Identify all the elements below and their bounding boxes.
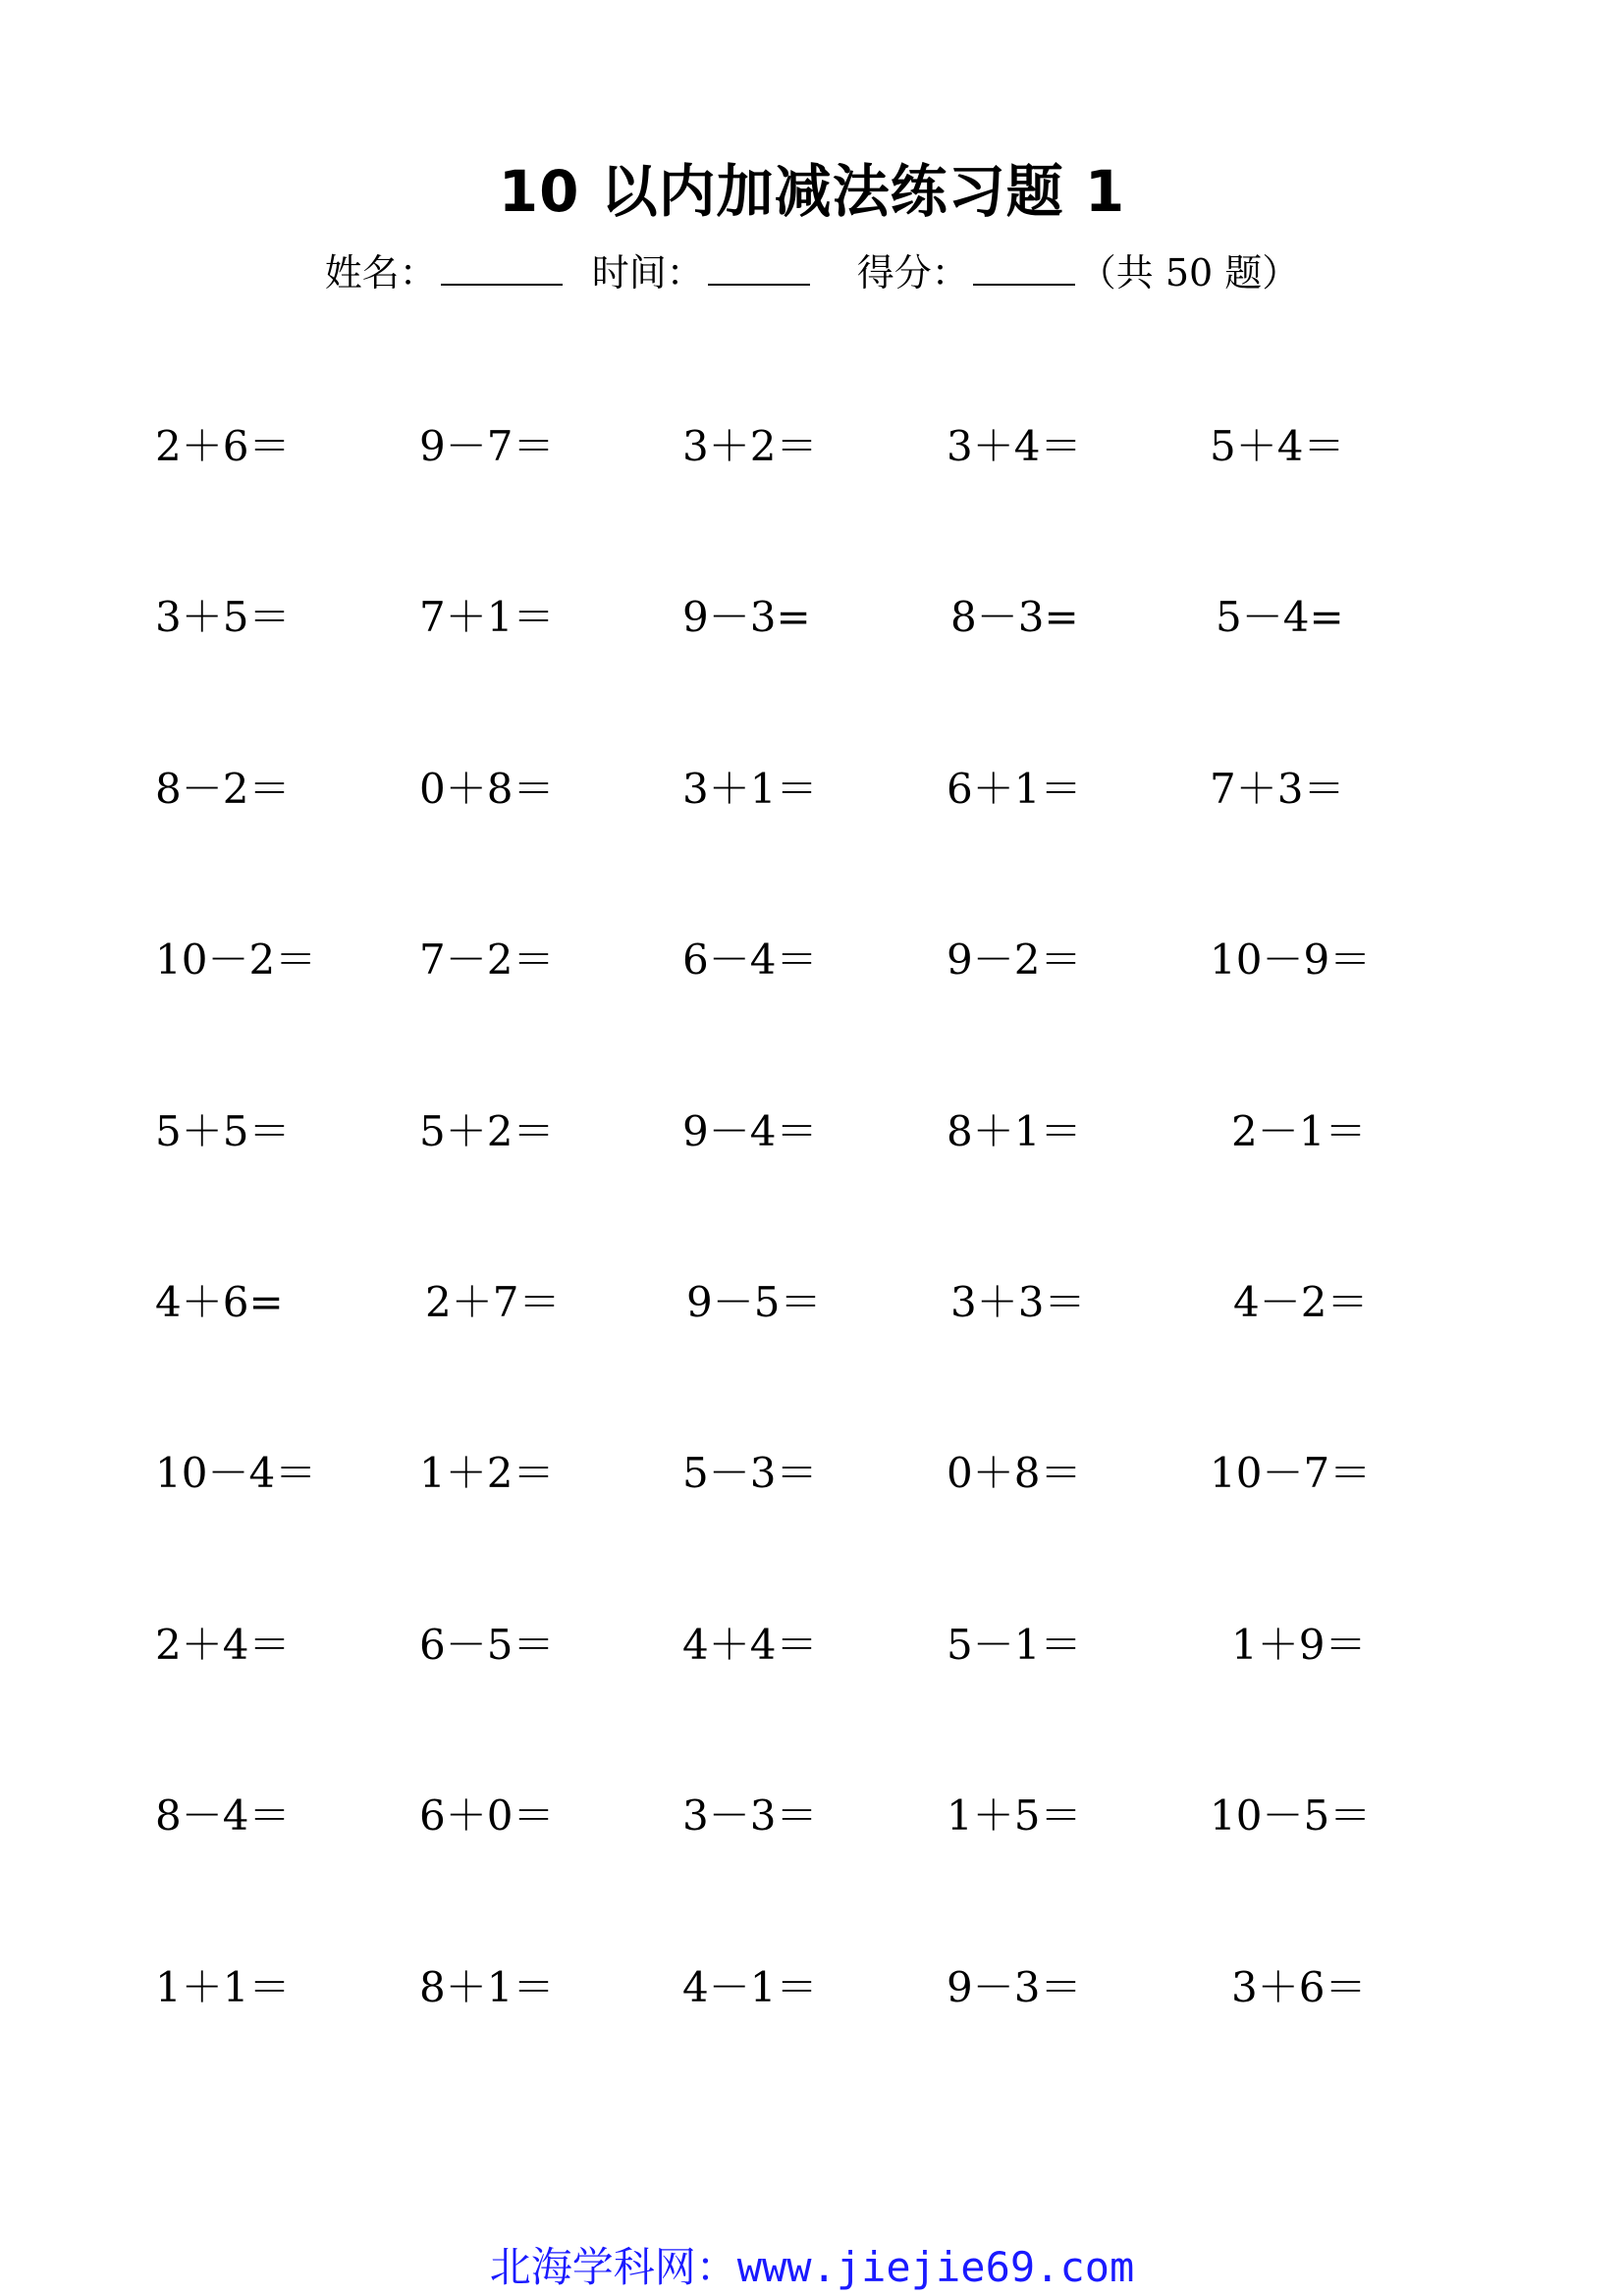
score-label: 得分： [856, 251, 969, 294]
problem-r1-c2: 9－7＝ [419, 422, 555, 470]
problem-r10-c5: 3＋6＝ [1231, 1963, 1367, 2011]
problem-r5-c2: 5＋2＝ [419, 1107, 555, 1155]
problem-r6-c3: 9－5＝ [686, 1278, 822, 1326]
problem-r10-c3: 4－1＝ [682, 1963, 818, 2011]
problem-r8-c5: 1＋9＝ [1231, 1621, 1367, 1669]
problem-r2-c3: 9－3= [682, 593, 811, 641]
problem-r9-c4: 1＋5＝ [947, 1791, 1082, 1840]
problem-r7-c2: 1＋2＝ [419, 1449, 555, 1497]
problem-r9-c1: 8－4＝ [155, 1791, 291, 1840]
problem-r4-c4: 9－2＝ [947, 935, 1082, 984]
problem-r10-c1: 1＋1＝ [155, 1963, 291, 2011]
problem-r6-c5: 4－2＝ [1233, 1278, 1369, 1326]
name-label: 姓名： [324, 251, 437, 294]
problem-r1-c3: 3＋2＝ [682, 422, 818, 470]
problem-r3-c2: 0＋8＝ [419, 765, 555, 813]
problem-r8-c1: 2＋4＝ [155, 1621, 291, 1669]
problem-r2-c1: 3＋5＝ [155, 593, 291, 641]
footer-watermark [0, 2240, 1624, 2295]
problem-r5-c5: 2－1＝ [1231, 1107, 1367, 1155]
problem-r3-c4: 6＋1＝ [947, 765, 1082, 813]
problem-r6-c1: 4＋6= [155, 1278, 284, 1326]
problem-r5-c4: 8＋1＝ [947, 1107, 1082, 1155]
problem-r7-c5: 10－7＝ [1210, 1449, 1372, 1497]
problem-r7-c3: 5－3＝ [682, 1449, 818, 1497]
problem-r8-c4: 5－1＝ [947, 1621, 1082, 1669]
problem-r2-c2: 7＋1＝ [419, 593, 555, 641]
problem-r10-c4: 9－3＝ [947, 1963, 1082, 2011]
problem-r4-c2: 7－2＝ [419, 935, 555, 984]
problem-r3-c5: 7＋3＝ [1210, 765, 1345, 813]
time-label: 时间： [591, 251, 704, 294]
footer-url: www.jiejie69.com [736, 2243, 1135, 2291]
problem-r4-c1: 10－2＝ [155, 935, 317, 984]
problem-r5-c3: 9－4＝ [682, 1107, 818, 1155]
problem-r5-c1: 5＋5＝ [155, 1107, 291, 1155]
problem-r4-c3: 6－4＝ [682, 935, 818, 984]
problem-r7-c1: 10－4＝ [155, 1449, 317, 1497]
problem-r7-c4: 0＋8＝ [947, 1449, 1082, 1497]
problem-r3-c1: 8－2＝ [155, 765, 291, 813]
problem-r9-c2: 6＋0＝ [419, 1791, 555, 1840]
worksheet-title: 10 以内加减法练习题 1 [498, 158, 1126, 225]
footer-site-name: 北海学科网： [489, 2243, 737, 2291]
problem-r8-c2: 6－5＝ [419, 1621, 555, 1669]
problem-r3-c3: 3＋1＝ [682, 765, 818, 813]
problem-r10-c2: 8＋1＝ [419, 1963, 555, 2011]
problem-r1-c1: 2＋6＝ [155, 422, 291, 470]
problem-r2-c5: 5－4= [1216, 593, 1344, 641]
problem-r4-c5: 10－9＝ [1210, 935, 1372, 984]
problem-r8-c3: 4＋4＝ [682, 1621, 818, 1669]
problem-r1-c4: 3＋4＝ [947, 422, 1082, 470]
problem-r9-c3: 3－3＝ [682, 1791, 818, 1840]
problem-r2-c4: 8－3= [950, 593, 1079, 641]
problem-r6-c2: 2＋7＝ [425, 1278, 561, 1326]
problem-r1-c5: 5＋4＝ [1210, 422, 1345, 470]
problem-r9-c5: 10－5＝ [1210, 1791, 1372, 1840]
problem-r6-c4: 3＋3＝ [950, 1278, 1086, 1326]
total-note: （共 50 题） [1078, 251, 1300, 294]
